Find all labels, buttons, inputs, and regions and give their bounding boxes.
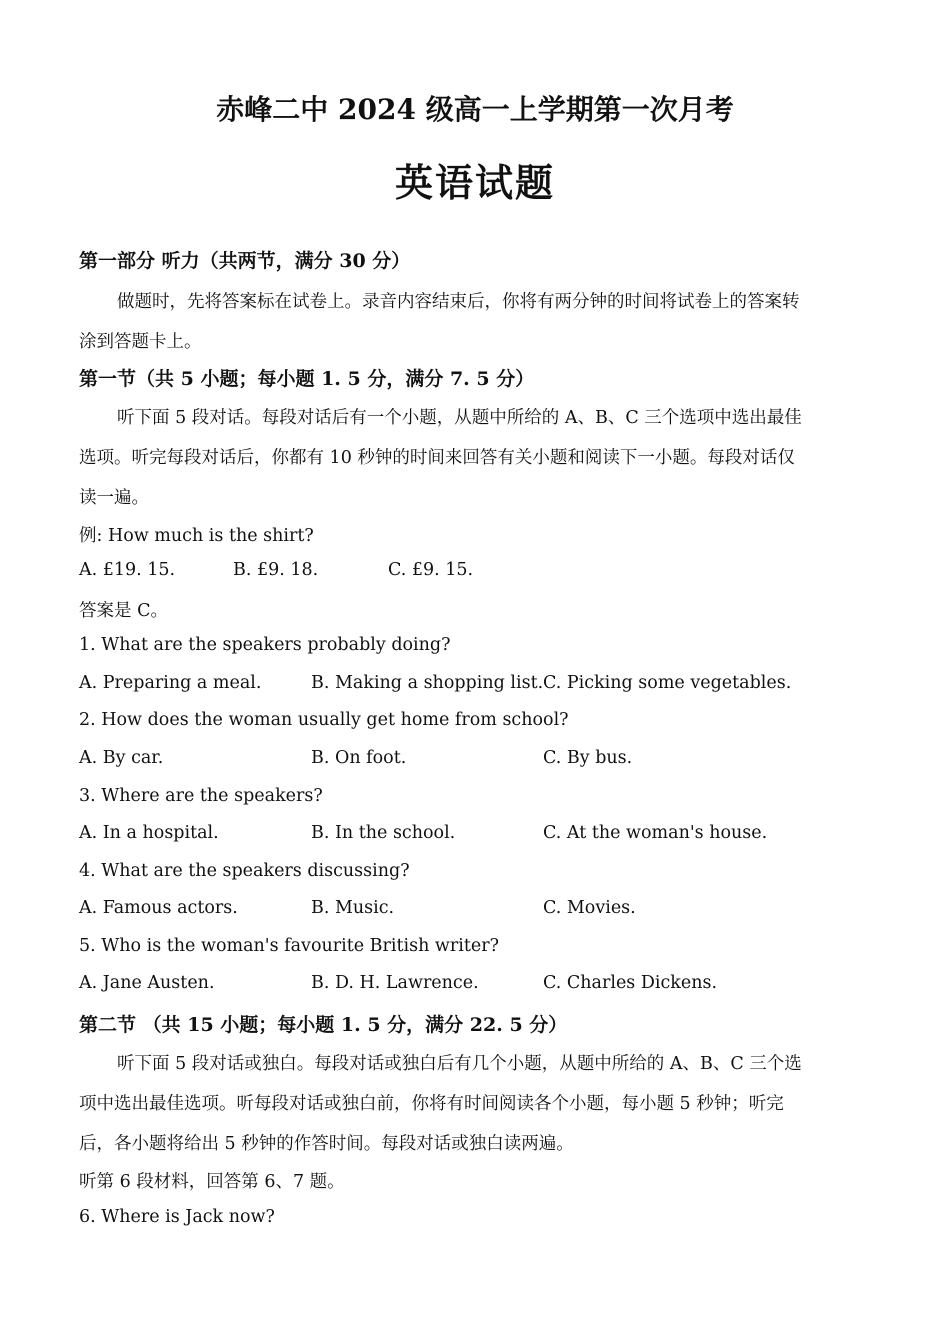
part1-heading: 第一部分 听力（共两节，满分 30 分） bbox=[79, 250, 411, 272]
material-6-note: 听第 6 段材料，回答第 6、7 题。 bbox=[79, 1172, 345, 1192]
q5-option-c: C. Charles Dickens. bbox=[543, 973, 718, 993]
section2-instr-line3: 后，各小题将给出 5 秒钟的作答时间。每段对话或独白读两遍。 bbox=[79, 1134, 574, 1154]
exam-subtitle: 英语试题 bbox=[394, 160, 555, 205]
q1-option-c: C. Picking some vegetables. bbox=[543, 673, 792, 693]
section2-instr-line2: 项中选出最佳选项。听每段对话或独白前，你将有时间阅读各个小题，每小题 5 秒钟；听完 bbox=[79, 1094, 784, 1114]
section1-instr-line1: 听下面 5 段对话。每段对话后有一个小题，从题中所给的 A、B、C 三个选项中选出最佳 bbox=[117, 408, 802, 428]
example-answer: 答案是 C。 bbox=[79, 601, 168, 621]
section2-instr-line1: 听下面 5 段对话或独白。每段对话或独白后有几个小题，从题中所给的 A、B、C 三个选 bbox=[117, 1054, 802, 1074]
q4-option-b: B. Music. bbox=[311, 898, 395, 918]
section1-instr-line3: 读一遍。 bbox=[79, 488, 149, 508]
question-6: 6. Where is Jack now? bbox=[79, 1207, 275, 1227]
q5-option-b: B. D. H. Lawrence. bbox=[311, 973, 479, 993]
q3-option-a: A. In a hospital. bbox=[79, 823, 219, 843]
q3-option-b: B. In the school. bbox=[311, 823, 456, 843]
q3-option-c: C. At the woman's house. bbox=[543, 823, 768, 843]
section1-heading: 第一节（共 5 小题；每小题 1. 5 分，满分 7. 5 分） bbox=[79, 368, 535, 390]
example-option-a: A. £19. 15. bbox=[79, 560, 176, 580]
example-option-c: C. £9. 15. bbox=[388, 560, 474, 580]
q2-option-c: C. By bus. bbox=[543, 748, 633, 768]
part1-intro-line1: 做题时，先将答案标在试卷上。录音内容结束后，你将有两分钟的时间将试卷上的答案转 bbox=[117, 292, 800, 312]
q2-option-a: A. By car. bbox=[79, 748, 164, 768]
q1-option-b: B. Making a shopping list. bbox=[311, 673, 544, 693]
q1-option-a: A. Preparing a meal. bbox=[79, 673, 262, 693]
q4-option-c: C. Movies. bbox=[543, 898, 636, 918]
q5-option-a: A. Jane Austen. bbox=[79, 973, 215, 993]
question-5: 5. Who is the woman's favourite British writer? bbox=[79, 936, 500, 956]
example-option-b: B. £9. 18. bbox=[233, 560, 319, 580]
question-3: 3. Where are the speakers? bbox=[79, 786, 323, 806]
q2-option-b: B. On foot. bbox=[311, 748, 407, 768]
question-4: 4. What are the speakers discussing? bbox=[79, 861, 410, 881]
section1-instr-line2: 选项。听完每段对话后，你都有 10 秒钟的时间来回答有关小题和阅读下一小题。每段对话仅 bbox=[79, 448, 795, 468]
question-2: 2. How does the woman usually get home from school? bbox=[79, 710, 569, 730]
section2-heading: 第二节 （共 15 小题；每小题 1. 5 分，满分 22. 5 分） bbox=[79, 1014, 568, 1036]
exam-title: 赤峰二中 2024 级高一上学期第一次月考 bbox=[216, 93, 734, 126]
example-question: 例: How much is the shirt? bbox=[79, 526, 314, 546]
q4-option-a: A. Famous actors. bbox=[79, 898, 238, 918]
part1-intro-line2: 涂到答题卡上。 bbox=[79, 332, 202, 352]
question-1: 1. What are the speakers probably doing? bbox=[79, 635, 451, 655]
